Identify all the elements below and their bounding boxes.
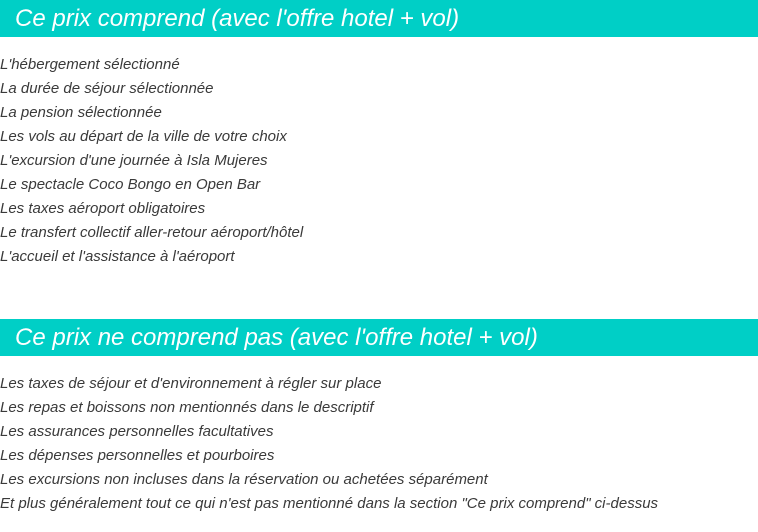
list-item: Les vols au départ de la ville de votre choix: [0, 128, 287, 145]
list-item: Les assurances personnelles facultatives: [0, 423, 274, 440]
list-item: Le transfert collectif aller-retour aéroport/hôtel: [0, 224, 304, 241]
list-item: L'hébergement sélectionné: [0, 56, 180, 73]
list-item: La durée de séjour sélectionnée: [0, 80, 214, 97]
excludes-section-title: Ce prix ne comprend pas (avec l'offre hotel + vol): [0, 319, 758, 356]
includes-list: [0, 53, 303, 269]
list-item: L'accueil et l'assistance à l'aéroport: [0, 248, 235, 265]
list-item: Les repas et boissons non mentionnés dans le descriptif: [0, 399, 374, 416]
list-item: Les taxes de séjour et d'environnement à régler sur place: [0, 375, 382, 392]
list-item: L'excursion d'une journée à Isla Mujeres: [0, 152, 268, 169]
excludes-list: [0, 372, 658, 516]
list-item: Et plus généralement tout ce qui n'est pas mentionné dans la section "Ce prix comprend" ci-dessus: [0, 495, 659, 512]
list-item: La pension sélectionnée: [0, 104, 162, 121]
list-item: Les dépenses personnelles et pourboires: [0, 447, 275, 464]
includes-section-title: Ce prix comprend (avec l'offre hotel + vol): [0, 0, 758, 37]
list-item: Le spectacle Coco Bongo en Open Bar: [0, 176, 261, 193]
list-item: Les taxes aéroport obligatoires: [0, 200, 206, 217]
list-item: Les excursions non incluses dans la réservation ou achetées séparément: [0, 471, 488, 488]
